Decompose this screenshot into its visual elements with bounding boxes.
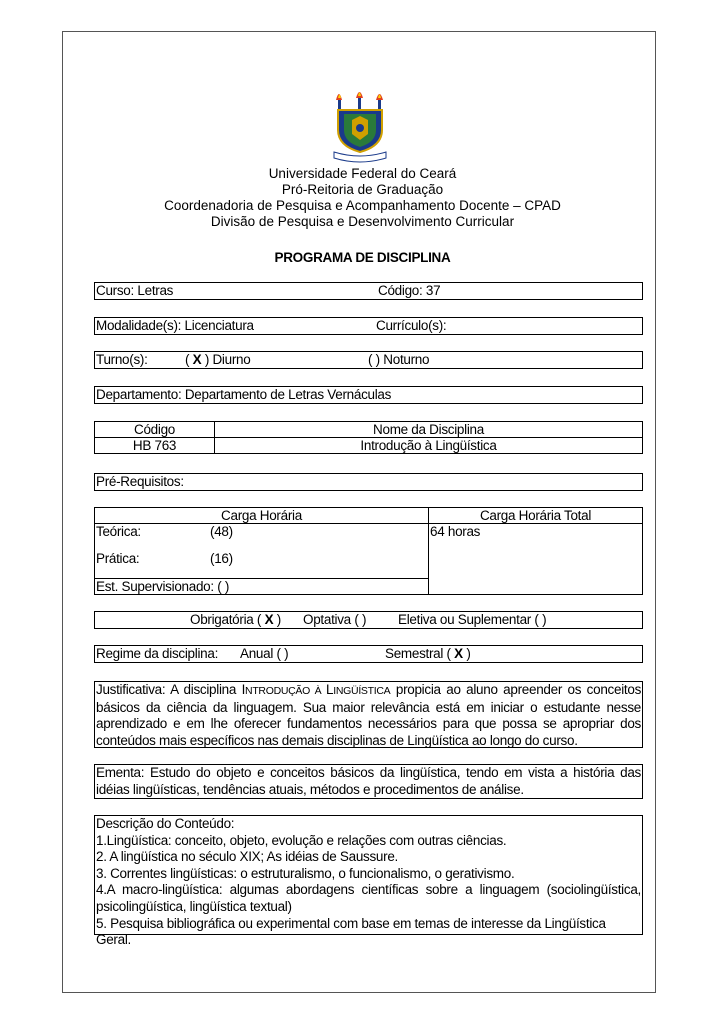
disciplina-name-smallcaps: INTRODUÇÃO À LINGÜÍSTICA <box>241 682 391 697</box>
departamento-box <box>94 386 643 404</box>
regime-semestral: Semestral ( X ) <box>385 646 471 661</box>
turno-box <box>94 351 643 369</box>
prerequisitos-box <box>94 473 643 491</box>
carga-total-header: Carga Horária Total <box>429 508 643 524</box>
carga-total: 64 horas <box>429 524 643 595</box>
university-name: Universidade Federal do Ceará <box>268 166 457 181</box>
estagio-label: Est. Supervisionado: ( ) <box>95 579 429 595</box>
teorica-value: (48) <box>210 524 233 539</box>
turno-label: Turno(s): <box>96 352 148 367</box>
list-item: 2. A lingüística no século XIX; As idéias de Saussure. <box>96 849 398 865</box>
curriculo-label: Currículo(s): <box>376 318 447 333</box>
divisao: Divisão de Pesquisa e Desenvolvimento Curricular <box>210 214 515 229</box>
curso-box <box>94 282 643 300</box>
disciplina-nome: Introdução à Lingüística <box>215 438 643 454</box>
tipo-box <box>94 611 643 629</box>
list-item: 5. Pesquisa bibliográfica ou experimental com base em temas de interesse da Lingüística Geral. <box>96 915 606 948</box>
regime-anual: Anual ( ) <box>240 646 289 661</box>
justificativa-box: Justificativa: A disciplina INTRODUÇÃO À LINGÜÍSTICA propicia ao aluno apreender os conceitos básicos da ciência da linguagem. Sua maior relevância está em iniciar o estudante nesse aprendizado e em lhe oferecer fundamentos necessários para que possa se apropriar dos conteúdos mais específicos nas demais disciplinas de Lingüística ao longo do curso. <box>96 682 642 748</box>
page-title: PROGRAMA DE DISCIPLINA <box>274 250 451 265</box>
disciplina-codigo: HB 763 <box>95 438 215 454</box>
table-row <box>95 508 643 524</box>
carga-header: Carga Horária <box>95 508 429 524</box>
table-row <box>95 438 643 454</box>
list-item: 1.Lingüística: conceito, objeto, evolução e relações com outras ciências. <box>96 832 507 848</box>
disciplina-table <box>94 421 643 454</box>
teorica-label: Teórica: <box>96 524 141 539</box>
disciplina-codigo-header: Código <box>95 422 215 438</box>
prerequisitos-label: Pré-Requisitos: <box>96 474 184 489</box>
descricao-box <box>94 815 643 948</box>
list-item: 4.A macro-lingüística: algumas abordagens científicas sobre a linguagem (sociolingüística, psicolingüística, lingüística textual) <box>96 882 641 914</box>
turno-diurno: ( X ) Diurno <box>185 352 251 367</box>
ementa-box: Ementa: Estudo do objeto e conceitos básicos da lingüística, tendo em vista a história das idéias lingüísticas, tendências atuais, métodos e procedimentos de análise. <box>94 764 643 799</box>
departamento-label: Departamento: Departamento de Letras Vernáculas <box>96 387 392 402</box>
tipo-optativa: Optativa ( ) <box>303 612 367 627</box>
regime-box <box>94 645 643 663</box>
codigo-curso: Código: 37 <box>378 283 441 298</box>
list-item: 3. Correntes lingüísticas: o estruturalismo, o funcionalismo, o gerativismo. <box>96 865 515 881</box>
turno-noturno: ( ) Noturno <box>368 352 430 367</box>
university-crest-icon <box>332 86 388 164</box>
pratica-value: (16) <box>210 551 233 566</box>
modalidade-box <box>94 317 643 335</box>
disciplina-nome-header: Nome da Disciplina <box>215 422 643 438</box>
descricao-title: Descrição do Conteúdo: <box>96 816 235 831</box>
pro-reitoria: Pró-Reitoria de Graduação <box>281 182 444 197</box>
table-row <box>95 524 643 579</box>
modalidade-label: Modalidade(s): Licenciatura <box>96 318 254 333</box>
carga-table <box>94 507 643 595</box>
regime-label: Regime da disciplina: <box>96 646 219 661</box>
pratica-label: Prática: <box>96 551 140 566</box>
curso-label: Curso: Letras <box>96 283 174 298</box>
coordenadoria: Coordenadoria de Pesquisa e Acompanhamento Docente – CPAD <box>164 198 561 213</box>
table-row <box>95 422 643 438</box>
tipo-obrigatoria: Obrigatória ( X ) <box>190 612 281 627</box>
tipo-eletiva: Eletiva ou Suplementar ( ) <box>398 612 547 627</box>
